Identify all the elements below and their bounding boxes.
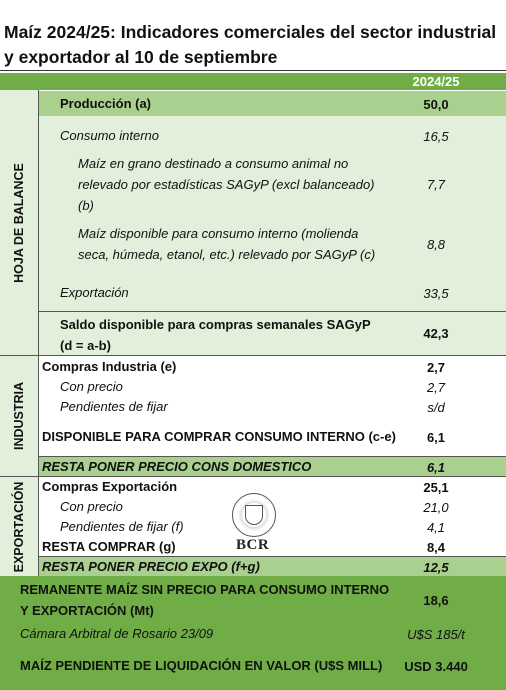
resta-comprar-value: 8,4 [426, 540, 446, 555]
remanente-label: REMANENTE MAÍZ SIN PRECIO PARA CONSUMO INTERNO Y EXPORTACIÓN (Mt) [20, 582, 390, 618]
consumo-interno-label: Consumo interno [60, 128, 159, 143]
ind-con-precio-value: 2,7 [426, 380, 446, 395]
exp-con-precio-value: 21,0 [423, 500, 449, 515]
compras-export-label: Compras Exportación [42, 479, 178, 494]
resta-comprar-label: RESTA COMPRAR (g) [42, 539, 176, 554]
divider [0, 70, 506, 71]
disponible-consumo-value: 6,1 [426, 430, 446, 445]
exp-pendientes-label: Pendientes de fijar (f) [60, 519, 184, 534]
pendiente-liq-label: MAÍZ PENDIENTE DE LIQUIDACIÓN EN VALOR (U$S MILL) [20, 658, 383, 673]
ind-pendientes-value: s/d [427, 400, 445, 415]
bcr-seal-icon [232, 493, 276, 537]
bcr-logo-text: BCR [236, 537, 270, 553]
disponible-consumo-label: DISPONIBLE PARA COMPRAR CONSUMO INTERNO (c-e) [42, 429, 396, 444]
compras-industria-label: Compras Industria (e) [42, 359, 177, 374]
produccion-value: 50,0 [423, 97, 449, 112]
produccion-label: Producción (a) [60, 96, 152, 111]
page-title: Maíz 2024/25: Indicadores comerciales del sector industrial y exportador al 10 de septiembre [4, 22, 497, 67]
maiz-disponible-label: Maíz disponible para consumo interno (molienda seca, húmeda, etanol, etc.) relevado por SAGyP (c) [78, 226, 376, 262]
section-balance-label: HOJA DE BALANCE [12, 162, 26, 283]
saldo-label: Saldo disponible para compras semanales SAGyP (d = a-b) [60, 317, 371, 353]
remanente-value: 18,6 [423, 593, 449, 608]
section-balance [0, 90, 39, 355]
resta-precio-dom-label: RESTA PONER PRECIO CONS DOMESTICO [42, 459, 312, 474]
maiz-grano-value: 7,7 [426, 177, 446, 192]
exp-con-precio-label: Con precio [60, 499, 123, 514]
section-exportacion [0, 477, 39, 576]
maiz-disponible-value: 8,8 [426, 237, 446, 252]
saldo-value: 42,3 [423, 326, 449, 341]
compras-industria-value: 2,7 [426, 360, 446, 375]
pendiente-liq-value: USD 3.440 [404, 659, 468, 674]
column-header: 2024/25 [412, 74, 460, 89]
resta-precio-dom-value: 6,1 [426, 460, 446, 475]
ind-pendientes-label: Pendientes de fijar [60, 399, 168, 414]
consumo-interno-value: 16,5 [423, 129, 449, 144]
section-exportacion-label: EXPORTACIÓN [12, 481, 26, 572]
exportacion-label: Exportación [60, 285, 129, 300]
maiz-grano-label: Maíz en grano destinado a consumo animal no relevado por estadísticas SAGyP (excl balanceado) (b) [78, 156, 375, 213]
section-industria-label: INDUSTRIA [12, 381, 26, 451]
exportacion-value: 33,5 [423, 286, 449, 301]
section-industria [0, 356, 39, 476]
resta-precio-expo-value: 12,5 [423, 560, 449, 575]
camara-value: U$S 185/t [407, 627, 465, 642]
ind-con-precio-label: Con precio [60, 379, 123, 394]
resta-precio-expo-label: RESTA PONER PRECIO EXPO (f+g) [42, 559, 260, 574]
exp-pendientes-value: 4,1 [426, 520, 446, 535]
camara-label: Cámara Arbitral de Rosario 23/09 [20, 626, 214, 641]
compras-export-value: 25,1 [423, 480, 449, 495]
